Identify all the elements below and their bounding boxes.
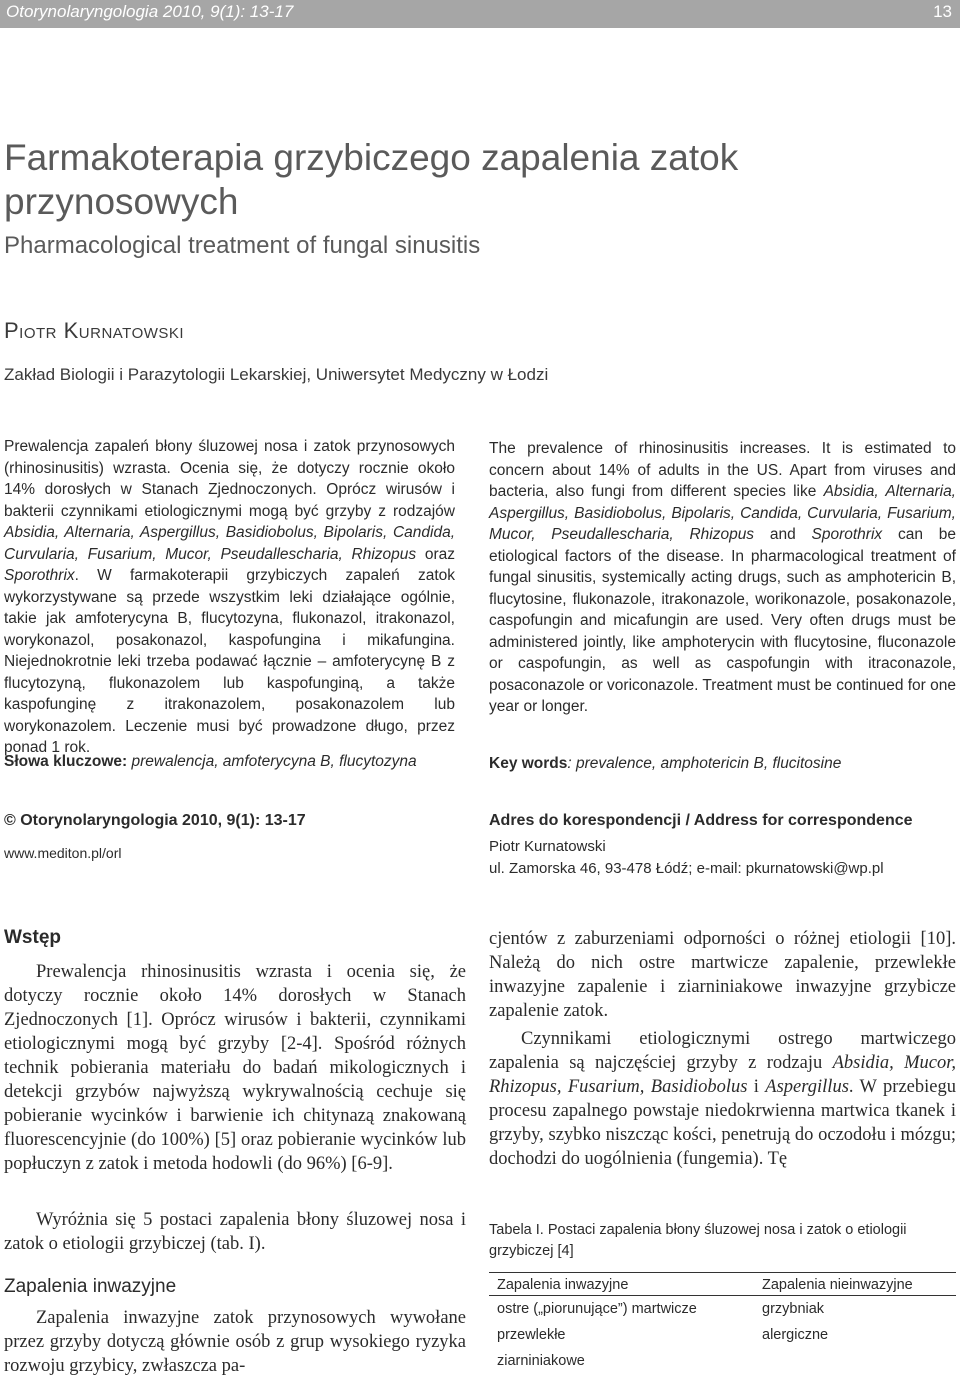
right-p2-and: i xyxy=(747,1077,766,1097)
table-row xyxy=(489,1296,956,1322)
keywords-polish xyxy=(4,753,474,771)
right-column-paragraph-2 xyxy=(489,1027,956,1171)
page-number: 13 xyxy=(933,2,952,21)
copyright-line: © Otorynolaryngologia 2010, 9(1): 13-17 xyxy=(4,812,306,829)
keywords-en-label: Key words xyxy=(489,755,568,772)
table-row xyxy=(489,1348,956,1374)
author-name: Piotr Kurnatowski xyxy=(4,318,185,343)
keywords-pl-values: prewalencja, amfoterycyna B, flucytozyna xyxy=(127,753,417,770)
right-p2-text-a: Czynnikami etiologicznymi ostrego martwiczego zapalenia są najczęściej grzyby z rodzaju xyxy=(489,1029,956,1073)
classification-table xyxy=(489,1272,956,1374)
article-subtitle: Pharmacological treatment of fungal sinusitis xyxy=(4,232,481,259)
abstract-en-text-1: The prevalence of rhinosinusitis increases. It is estimated to concern about 14% of adults in the US. Apart from viruses and bacteria, also fungi from different species like xyxy=(489,440,956,500)
table-cell: przewlekłe xyxy=(497,1327,566,1343)
table-row xyxy=(489,1322,956,1348)
correspondence-address: ul. Zamorska 46, 93-478 Łódź; e-mail: pkurnatowski@wp.pl xyxy=(489,860,884,877)
abstract-pl-text-1: Prewalencja zapaleń błony śluzowej nosa i zatok przynosowych (rhinosinusitis) wzrasta. Ocenia się, że dotyczy rocznie około 14% dorosłych w Stanach Zjednoczonych. Oprócz wirusów i bakterii czynnikami etiologicznymi mogą być grzyby z rodzajów xyxy=(4,438,455,520)
invasive-paragraph-1: Zapalenia inwazyjne zatok przynosowych wywołane przez grzyby dotyczą głównie osób z grup wysokiego ryzyka rozwoju grzybicy, zwłaszcza pa- xyxy=(4,1308,466,1376)
right-column-paragraph-1: cjentów z zaburzeniami odporności o różnej etiologii [10]. Należą do nich ostre martwicze zapalenie, przewlekłe inwazyjne zapalenie i ziarniniakowe inwazyjne grzybicze zapalenie zatok. xyxy=(489,929,956,1021)
abstract-en-genera: Absidia, Alternaria, Aspergillus, Basidiobolus, Bipolaris, Candida, Curvularia, Fusarium, Mucor, Pseudallescharia, Rhizopus xyxy=(489,483,956,543)
abstract-polish xyxy=(4,436,455,759)
abstract-pl-genera: Absidia, Alternaria, Aspergillus, Basidiobolus, Bipolaris, Candida, Curvularia, Fusarium, Mucor, Pseudallescharia, Rhizopus xyxy=(4,524,455,563)
article-title: Farmakoterapia grzybiczego zapalenia zatok przynosowych xyxy=(4,137,739,222)
table-cell xyxy=(762,1351,956,1371)
correspondence-name: Piotr Kurnatowski xyxy=(489,838,606,855)
abstract-en-and: and xyxy=(754,526,812,543)
website-link[interactable]: www.mediton.pl/orl xyxy=(4,845,122,861)
abstract-en-last-genus: Sporothrix xyxy=(811,526,883,543)
table-header-invasive: Zapalenia inwazyjne xyxy=(497,1277,629,1293)
journal-citation-header: Otorynolaryngologia 2010, 9(1): 13-17 xyxy=(6,2,294,21)
table-cell: alergiczne xyxy=(762,1327,829,1343)
table-header-row xyxy=(489,1273,956,1296)
author-affiliation: Zakład Biologii i Parazytologii Lekarskiej, Uniwersytet Medyczny w Łodzi xyxy=(4,365,549,384)
right-p2-genera: Absidia, Mucor, Rhizopus, Fusarium, Basidiobolus xyxy=(489,1053,956,1097)
table-caption: Tabela I. Postaci zapalenia błony śluzowej nosa i zatok o etiologii grzybiczej [4] xyxy=(489,1222,907,1259)
keywords-english xyxy=(489,755,956,773)
table-header-noninvasive: Zapalenia nieinwazyjne xyxy=(762,1277,913,1293)
abstract-pl-last-genus: Sporothrix xyxy=(4,567,75,584)
correspondence-heading: Adres do korespondencji / Address for correspondence xyxy=(489,812,913,829)
abstract-english xyxy=(489,438,956,718)
keywords-en-values: : prevalence, amphotericin B, flucitosine xyxy=(567,755,842,772)
right-p2-text-b: . W przebiegu procesu zapalnego powstaje niedokrwienna martwica tkanek i grzyby, szybko niszcząc kości, penetrują do oczodołu i mózgu; dochodzi do uogólnienia (fungemia). Tę xyxy=(489,1077,956,1169)
table-cell: grzybniak xyxy=(762,1301,825,1317)
abstract-en-text-2: can be etiological factors of the disease. In pharmacological treatment of fungal sinusitis, systemically acting drugs, such as amphotericin B, flucytosine, flukonazole, itrakonazole, worikonazole, posakonazole, caspofungin and micafungin are used. Very often drugs must be administered jointly, like amphoterycin with flucytosine, fluconazole or caspofungin, as well as caspofungin with itraconazole, posaconazole or voriconazole. Treatment must be continued for one year or longer. xyxy=(489,526,956,715)
abstract-pl-text-2: . W farmakoterapii grzybiczych zapaleń zatok wykorzystywane są przede wszystkim leki działające ogólnie, takie jak amfoterycyna B, flucytozyna, flukonazol, itrakonazol, worykonazol, posakonazol, kaspofungina i mikafungina. Niejednokrotnie leki trzeba podawać łącznie – amfoterycynę B z flucytozyną, flukonazolem lub kaspofunginą, a także kaspofunginę z itrakonazolem, posakonazolem lub worykonazolem. Leczenie musi być prowadzone długo, przez ponad 1 rok. xyxy=(4,567,455,756)
abstract-pl-and: oraz xyxy=(416,545,455,563)
table-cell: ziarniniakowe xyxy=(497,1353,585,1369)
keywords-pl-label: Słowa kluczowe: xyxy=(4,753,128,770)
section-heading-invasive: Zapalenia inwazyjne xyxy=(4,1276,177,1297)
intro-paragraph-2: Wyróżnia się 5 postaci zapalenia błony śluzowej nosa i zatok o etiologii grzybiczej (tab. I). xyxy=(4,1210,466,1254)
section-heading-wstep: Wstęp xyxy=(4,927,61,948)
right-p2-aspergillus: Aspergillus xyxy=(765,1077,849,1097)
intro-paragraph-1: Prewalencja rhinosinusitis wzrasta i ocenia się, że dotyczy rocznie około 14% dorosłych w Stanach Zjednoczonych [1]. Oprócz wirusów i bakterii, czynnikami etiologicznymi mogą być grzyby [2-4]. Spośród różnych technik pobierania materiału do badań mikologicznych i detekcji grzybów najwyższą wykrywalnością cechuje się pobieranie wycinków i barwienie ich chitynazą znakowaną fluorescencyjnie (do 100%) [5] oraz pobieranie wycinków lub popłuczyn z zatok i metoda hodowli (do 96%) [6-9]. xyxy=(4,962,466,1174)
table-cell: ostre („piorunujące”) martwicze xyxy=(497,1301,697,1317)
